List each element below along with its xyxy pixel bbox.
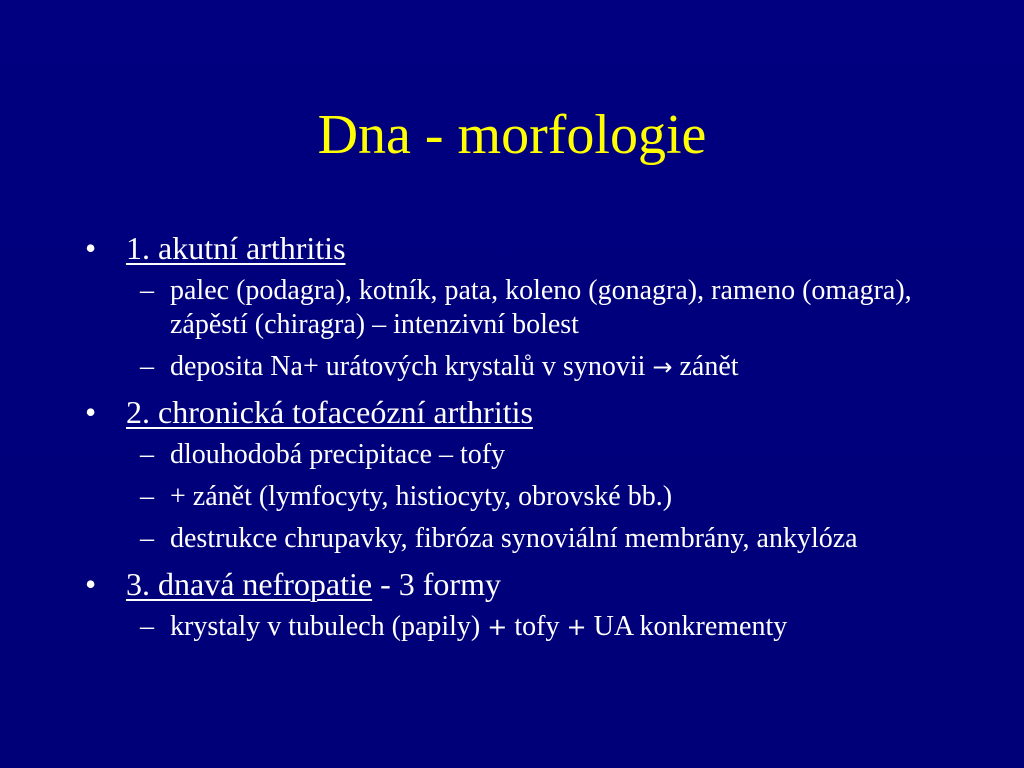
slide-title: Dna - morfologie bbox=[317, 104, 707, 166]
bullet-icon: • bbox=[85, 394, 97, 430]
bullet-item-acute-arthritis bbox=[85, 228, 965, 268]
bullet-icon: • bbox=[85, 230, 97, 266]
arrow-right-icon: → bbox=[652, 353, 673, 381]
sub-item bbox=[85, 350, 965, 384]
sub-item-text: deposita Na+ urátových krystalů v synovii bbox=[170, 351, 653, 382]
sub-item-text: UA konkrementy bbox=[586, 611, 788, 642]
plus-icon: + bbox=[566, 613, 587, 641]
bullet-item-nephropathy bbox=[85, 564, 965, 604]
sub-item bbox=[85, 480, 965, 514]
sub-list bbox=[85, 610, 965, 644]
bullet-item-chronic-arthritis bbox=[85, 392, 965, 432]
sub-item-text: + zánět (lymfocyty, histiocyty, obrovské bb.) bbox=[170, 481, 673, 512]
sub-item-text: tofy bbox=[507, 611, 567, 642]
dash-icon: – bbox=[140, 275, 154, 306]
sub-item-text: destrukce chrupavky, fibróza synoviální membrány, ankylóza bbox=[170, 523, 858, 554]
sub-item-text: palec (podagra), kotník, pata, koleno (gonagra), rameno (omagra), zápěstí (chiragra) – intenzivní bolest bbox=[170, 275, 912, 340]
sub-item bbox=[85, 610, 965, 644]
dash-icon: – bbox=[140, 351, 154, 382]
dash-icon: – bbox=[140, 611, 154, 642]
sub-item-text: zánět bbox=[672, 351, 739, 382]
section-heading: 2. chronická tofaceózní arthritis bbox=[126, 394, 533, 430]
bullet-icon: • bbox=[85, 566, 97, 602]
sub-list bbox=[85, 274, 965, 384]
sub-item bbox=[85, 438, 965, 472]
sub-item bbox=[85, 522, 965, 556]
sub-item-text: dlouhodobá precipitace – tofy bbox=[170, 439, 506, 470]
dash-icon: – bbox=[140, 481, 154, 512]
sub-item bbox=[85, 274, 965, 342]
section-heading-suffix: - 3 formy bbox=[372, 566, 501, 602]
dash-icon: – bbox=[140, 523, 154, 554]
section-heading: 1. akutní arthritis bbox=[126, 230, 346, 266]
dash-icon: – bbox=[140, 439, 154, 470]
plus-icon: + bbox=[487, 613, 508, 641]
sub-list bbox=[85, 438, 965, 556]
sub-item-text: krystaly v tubulech (papily) bbox=[170, 611, 488, 642]
section-heading: 3. dnavá nefropatie bbox=[126, 566, 373, 602]
slide-content bbox=[85, 228, 965, 644]
